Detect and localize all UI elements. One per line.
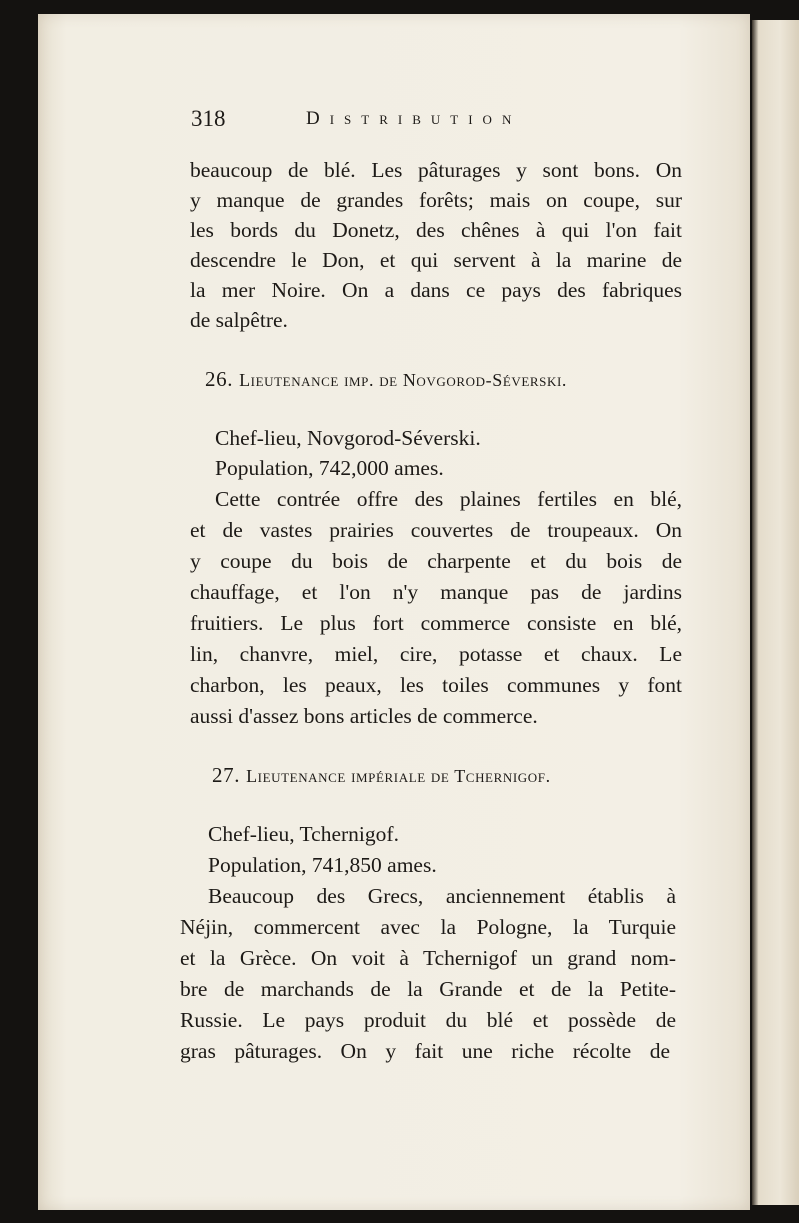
running-head-title: Distribution — [306, 108, 522, 129]
section-number: 26. — [205, 367, 234, 391]
text-line: Cette contrée offre des plaines fertiles en blé, — [215, 487, 682, 511]
section-title: Lieutenance impériale de Tchernigof. — [246, 766, 551, 786]
text-line: aussi d'assez bons articles de commerce. — [190, 704, 538, 728]
section-heading-26 — [205, 364, 567, 395]
text-line: charbon, les peaux, les toiles communes y font — [190, 673, 682, 697]
text-line: et de vastes prairies couvertes de troupeaux. On — [190, 518, 682, 542]
population-line: Population, 742,000 ames. — [215, 456, 444, 480]
text-line: et la Grèce. On voit à Tchernigof un grand nom- — [180, 946, 676, 970]
chef-lieu-line: Chef-lieu, Novgorod-Séverski. — [215, 426, 481, 450]
chef-lieu-line: Chef-lieu, Tchernigof. — [208, 822, 399, 846]
page-number: 318 — [191, 106, 226, 131]
text-line: Russie. Le pays produit du blé et possède de — [180, 1008, 676, 1032]
text-line: la mer Noire. On a dans ce pays des fabriques — [190, 278, 682, 302]
text-line: fruitiers. Le plus fort commerce consiste en blé, — [190, 611, 682, 635]
text-line: bre de marchands de la Grande et de la Petite- — [180, 977, 676, 1001]
section-title: Lieutenance imp. de Novgorod-Séverski. — [239, 370, 568, 390]
text-line: de salpêtre. — [190, 308, 288, 332]
section-number: 27. — [212, 763, 241, 787]
text-line: lin, chanvre, miel, cire, potasse et chaux. Le — [190, 642, 682, 666]
text-line: les bords du Donetz, des chênes à qui l'on fait — [190, 218, 682, 242]
text-line: chauffage, et l'on n'y manque pas de jardins — [190, 580, 682, 604]
facing-page-edge — [752, 20, 799, 1205]
population-line: Population, 741,850 ames. — [208, 853, 437, 877]
section-heading-27 — [212, 760, 551, 791]
text-line: y coupe du bois de charpente et du bois de — [190, 549, 682, 573]
running-head — [191, 104, 671, 134]
text-line: beaucoup de blé. Les pâturages y sont bons. On — [190, 158, 682, 182]
text-line: descendre le Don, et qui servent à la marine de — [190, 248, 682, 272]
text-line: Beaucoup des Grecs, anciennement établis à — [208, 884, 676, 908]
text-line: y manque de grandes forêts; mais on coupe, sur — [190, 188, 682, 212]
text-line: gras pâturages. On y fait une riche récolte de — [180, 1039, 670, 1063]
text-line: Néjin, commercent avec la Pologne, la Turquie — [180, 915, 676, 939]
